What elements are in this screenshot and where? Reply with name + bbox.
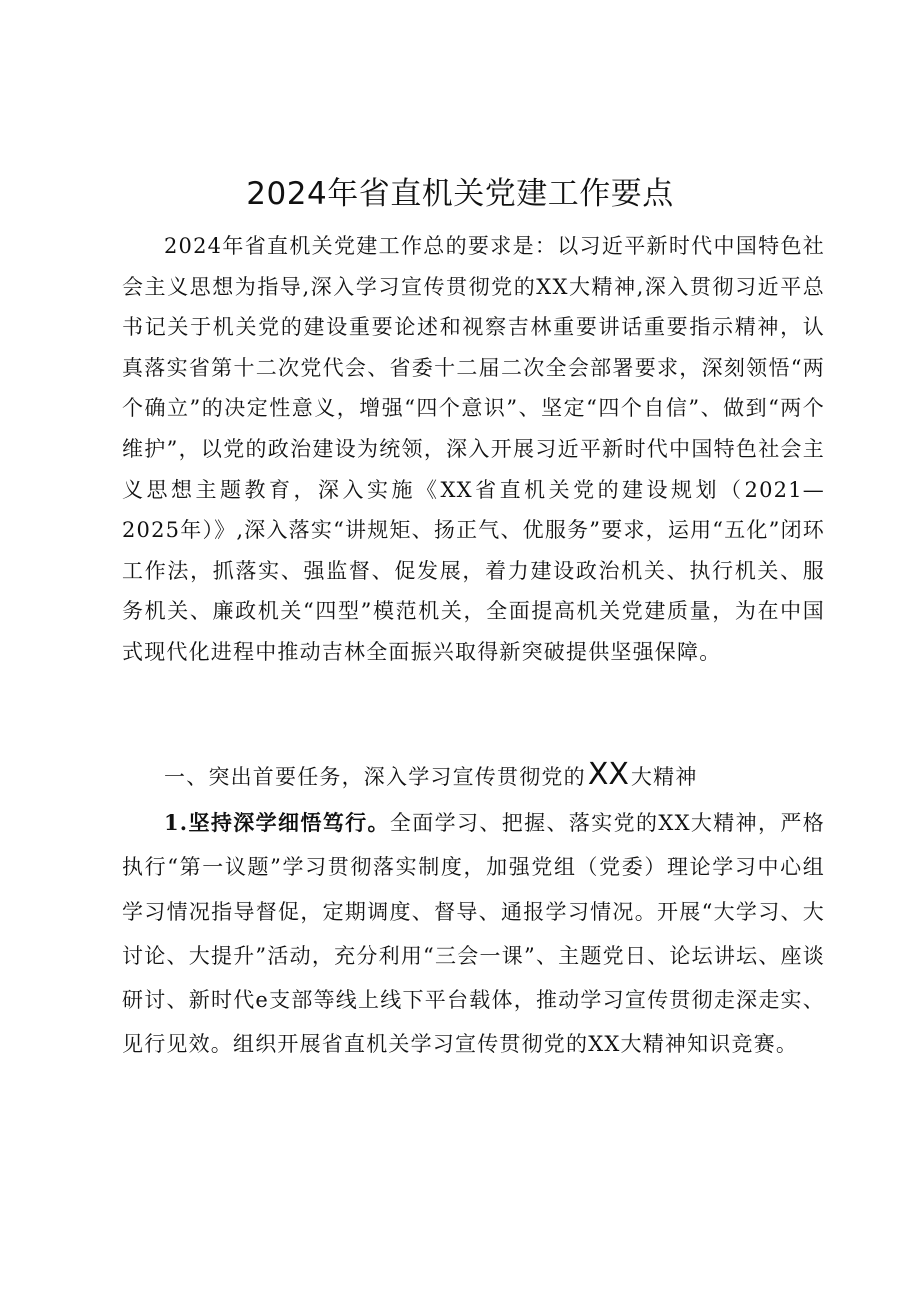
- section-heading-text: 一、突出首要任务，深入学习宣传贯彻党的: [164, 765, 586, 789]
- section-heading: [164, 757, 864, 795]
- section-heading-emphasis: XX: [587, 757, 629, 792]
- item-lead: 1.坚持深学细悟笃行。: [164, 810, 390, 835]
- section-heading-tail: 大精神: [630, 765, 698, 789]
- item-text: 全面学习、把握、落实党的XX大精神，严格执行“第一议题”学习贯彻落实制度，加强党组（党委）理论学习中心组学习情况指导督促，定期调度、督导、通报学习情况。开展“大学习、大讨论、大提升”活动，充分利用“三会一课”、主题党日、论坛讲坛、座谈研讨、新时代e支部等线上线下平台载体，推动学习宣传贯彻走深走实、见行见效。组织开展省直机关学习宣传贯彻党的XX大精神知识竞赛。: [122, 811, 825, 1057]
- intro-paragraph: 2024年省直机关党建工作总的要求是：以习近平新时代中国特色社会主义思想为指导,深入学习宣传贯彻党的XX大精神,深入贯彻习近平总书记关于机关党的建设重要论述和视察吉林重要讲话重要指示精神，认真落实省第十二次党代会、省委十二届二次全会部署要求，深刻领悟“两个确立”的决定性意义，增强“四个意识”、坚定“四个自信”、做到“两个维护”，以党的政治建设为统领，深入开展习近平新时代中国特色社会主义思想主题教育，深入实施《XX省直机关党的建设规划（2021—2025年）》,深入落实“讲规矩、扬正气、优服务”要求，运用“五化”闭环工作法，抓落实、强监督、促发展，着力建设政治机关、执行机关、服务机关、廉政机关“四型”模范机关，全面提高机关党建质量，为在中国式现代化进程中推动吉林全面振兴取得新突破提供坚强保障。: [122, 234, 825, 664]
- document-title: 2024年省直机关党建工作要点: [246, 176, 674, 212]
- item-paragraph: [122, 801, 825, 1067]
